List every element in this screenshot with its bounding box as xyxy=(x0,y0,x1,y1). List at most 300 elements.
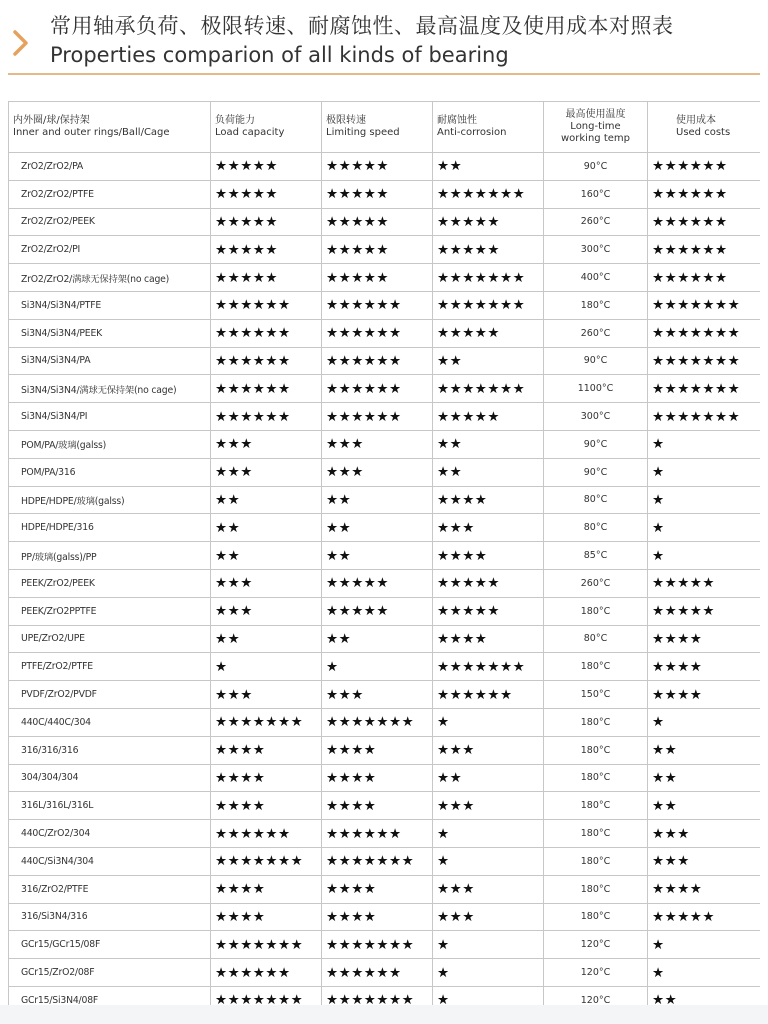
load-rating-cell xyxy=(211,847,322,875)
header-working-temp: 最高使用温度 Long-time working temp xyxy=(544,102,648,153)
star-rating: ★★ xyxy=(437,436,463,453)
speed-rating-cell xyxy=(322,430,433,458)
corrosion-rating-cell xyxy=(433,569,544,597)
load-rating-cell xyxy=(211,264,322,292)
corrosion-rating-cell xyxy=(433,959,544,987)
cost-rating-cell xyxy=(648,931,761,959)
load-rating-cell xyxy=(211,792,322,820)
corrosion-rating-cell xyxy=(433,820,544,848)
table-row xyxy=(9,180,761,208)
material-cell: PP/玻璃(galss)/PP xyxy=(9,542,211,570)
cost-rating-cell xyxy=(648,875,761,903)
star-rating: ★★★★★★ xyxy=(215,380,291,397)
speed-rating-cell xyxy=(322,236,433,264)
load-rating-cell xyxy=(211,514,322,542)
corrosion-rating-cell xyxy=(433,653,544,681)
star-rating: ★★★★★★★ xyxy=(326,936,415,953)
speed-rating-cell xyxy=(322,764,433,792)
material-cell: PEEK/ZrO2/PEEK xyxy=(9,569,211,597)
temp-cell: 300°C xyxy=(544,403,648,431)
star-rating: ★★★★★ xyxy=(215,213,279,230)
bottom-strip xyxy=(0,1005,768,1024)
star-rating: ★★ xyxy=(652,769,678,786)
star-rating: ★★★★★★ xyxy=(326,825,402,842)
star-rating: ★ xyxy=(437,992,450,1005)
star-rating: ★★★★ xyxy=(215,881,266,898)
load-rating-cell xyxy=(211,959,322,987)
star-rating: ★★★★★★ xyxy=(652,158,728,175)
star-rating: ★ xyxy=(652,964,665,981)
material-cell: 440C/440C/304 xyxy=(9,708,211,736)
table-row xyxy=(9,319,761,347)
star-rating: ★★★★ xyxy=(437,491,488,508)
corrosion-rating-cell xyxy=(433,792,544,820)
material-cell: 316/Si3N4/316 xyxy=(9,903,211,931)
speed-rating-cell xyxy=(322,681,433,709)
star-rating: ★★★★★★★ xyxy=(437,297,526,314)
table-row xyxy=(9,708,761,736)
load-rating-cell xyxy=(211,820,322,848)
material-cell: PVDF/ZrO2/PVDF xyxy=(9,681,211,709)
table-header-row xyxy=(9,102,761,153)
load-rating-cell xyxy=(211,653,322,681)
star-rating: ★★★ xyxy=(652,825,690,842)
temp-cell: 180°C xyxy=(544,903,648,931)
load-rating-cell xyxy=(211,458,322,486)
star-rating: ★ xyxy=(437,964,450,981)
table-row xyxy=(9,625,761,653)
load-rating-cell xyxy=(211,597,322,625)
material-cell: Si3N4/Si3N4/PI xyxy=(9,403,211,431)
cost-rating-cell xyxy=(648,681,761,709)
star-rating: ★★ xyxy=(215,630,241,647)
star-rating: ★★★★★★★ xyxy=(215,853,304,870)
material-cell: 316/316/316 xyxy=(9,736,211,764)
corrosion-rating-cell xyxy=(433,625,544,653)
temp-cell: 180°C xyxy=(544,792,648,820)
star-rating: ★★★★★★★ xyxy=(652,325,741,342)
cost-rating-cell xyxy=(648,597,761,625)
star-rating: ★★ xyxy=(437,352,463,369)
star-rating: ★★ xyxy=(215,519,241,536)
cost-rating-cell xyxy=(648,319,761,347)
speed-rating-cell xyxy=(322,569,433,597)
header-limiting-speed: 极限转速 Limiting speed xyxy=(322,102,433,153)
star-rating: ★★★★★★★ xyxy=(652,380,741,397)
material-cell: UPE/ZrO2/UPE xyxy=(9,625,211,653)
corrosion-rating-cell xyxy=(433,291,544,319)
star-rating: ★★★★★★★ xyxy=(326,714,415,731)
star-rating: ★★★★ xyxy=(652,658,703,675)
material-cell: 440C/Si3N4/304 xyxy=(9,847,211,875)
star-rating: ★★★★★★ xyxy=(326,408,402,425)
speed-rating-cell xyxy=(322,736,433,764)
material-cell: PTFE/ZrO2/PTFE xyxy=(9,653,211,681)
corrosion-rating-cell xyxy=(433,597,544,625)
speed-rating-cell xyxy=(322,875,433,903)
temp-cell: 120°C xyxy=(544,986,648,1005)
temp-cell: 90°C xyxy=(544,153,648,181)
star-rating: ★★★★★ xyxy=(326,269,390,286)
table-row xyxy=(9,264,761,292)
star-rating: ★★★★ xyxy=(215,742,266,759)
star-rating: ★ xyxy=(215,658,228,675)
star-rating: ★★★ xyxy=(326,686,364,703)
corrosion-rating-cell xyxy=(433,458,544,486)
star-rating: ★ xyxy=(652,491,665,508)
material-cell: GCr15/ZrO2/08F xyxy=(9,959,211,987)
star-rating: ★★★★★★ xyxy=(652,241,728,258)
load-rating-cell xyxy=(211,236,322,264)
star-rating: ★★★★★ xyxy=(437,575,501,592)
table-row xyxy=(9,820,761,848)
table-row xyxy=(9,208,761,236)
star-rating: ★★★★ xyxy=(326,908,377,925)
star-rating: ★★★★★ xyxy=(437,325,501,342)
star-rating: ★★★★ xyxy=(652,686,703,703)
star-rating: ★★★★ xyxy=(326,881,377,898)
load-rating-cell xyxy=(211,708,322,736)
star-rating: ★★★ xyxy=(437,908,475,925)
star-rating: ★★★★ xyxy=(652,881,703,898)
material-cell: ZrO2/ZrO2/PA xyxy=(9,153,211,181)
cost-rating-cell xyxy=(648,403,761,431)
temp-cell: 180°C xyxy=(544,597,648,625)
star-rating: ★★★★★★ xyxy=(215,408,291,425)
table-row xyxy=(9,986,761,1005)
corrosion-rating-cell xyxy=(433,986,544,1005)
star-rating: ★★★★★★★ xyxy=(215,992,304,1005)
table-row xyxy=(9,236,761,264)
star-rating: ★★★★★★★ xyxy=(437,269,526,286)
corrosion-rating-cell xyxy=(433,375,544,403)
cost-rating-cell xyxy=(648,764,761,792)
temp-cell: 150°C xyxy=(544,681,648,709)
cost-rating-cell xyxy=(648,514,761,542)
table-row xyxy=(9,153,761,181)
speed-rating-cell xyxy=(322,403,433,431)
speed-rating-cell xyxy=(322,708,433,736)
chevron-right-icon xyxy=(10,29,32,57)
load-rating-cell xyxy=(211,153,322,181)
star-rating: ★★★★★★★ xyxy=(652,297,741,314)
material-cell: ZrO2/ZrO2/PEEK xyxy=(9,208,211,236)
table-row xyxy=(9,486,761,514)
speed-rating-cell xyxy=(322,486,433,514)
star-rating: ★★★★ xyxy=(215,769,266,786)
star-rating: ★★★★ xyxy=(215,797,266,814)
cost-rating-cell xyxy=(648,986,761,1005)
star-rating: ★★★★★★★ xyxy=(437,658,526,675)
temp-cell: 80°C xyxy=(544,486,648,514)
cost-rating-cell xyxy=(648,847,761,875)
star-rating: ★ xyxy=(437,825,450,842)
star-rating: ★★★ xyxy=(326,436,364,453)
star-rating: ★★★★★ xyxy=(326,158,390,175)
temp-cell: 180°C xyxy=(544,764,648,792)
corrosion-rating-cell xyxy=(433,180,544,208)
star-rating: ★★★★★★ xyxy=(326,352,402,369)
star-rating: ★★★★ xyxy=(326,769,377,786)
comparison-table-container xyxy=(8,101,760,1005)
load-rating-cell xyxy=(211,931,322,959)
load-rating-cell xyxy=(211,542,322,570)
load-rating-cell xyxy=(211,319,322,347)
star-rating: ★★★★★★ xyxy=(326,325,402,342)
star-rating: ★★★★★★ xyxy=(215,964,291,981)
star-rating: ★★★★★★ xyxy=(652,213,728,230)
star-rating: ★★ xyxy=(437,464,463,481)
material-cell: 316L/316L/316L xyxy=(9,792,211,820)
speed-rating-cell xyxy=(322,959,433,987)
load-rating-cell xyxy=(211,375,322,403)
star-rating: ★★★★★ xyxy=(437,408,501,425)
star-rating: ★ xyxy=(437,853,450,870)
corrosion-rating-cell xyxy=(433,931,544,959)
star-rating: ★ xyxy=(652,436,665,453)
temp-cell: 90°C xyxy=(544,347,648,375)
load-rating-cell xyxy=(211,736,322,764)
cost-rating-cell xyxy=(648,153,761,181)
table-row xyxy=(9,430,761,458)
speed-rating-cell xyxy=(322,264,433,292)
table-row xyxy=(9,847,761,875)
cost-rating-cell xyxy=(648,625,761,653)
corrosion-rating-cell xyxy=(433,847,544,875)
star-rating: ★★ xyxy=(326,491,352,508)
star-rating: ★★★★★★ xyxy=(215,352,291,369)
load-rating-cell xyxy=(211,986,322,1005)
speed-rating-cell xyxy=(322,931,433,959)
corrosion-rating-cell xyxy=(433,486,544,514)
material-cell: HDPE/HDPE/316 xyxy=(9,514,211,542)
speed-rating-cell xyxy=(322,375,433,403)
temp-cell: 180°C xyxy=(544,736,648,764)
load-rating-cell xyxy=(211,486,322,514)
star-rating: ★★★★★ xyxy=(326,241,390,258)
star-rating: ★★★★★★ xyxy=(326,297,402,314)
speed-rating-cell xyxy=(322,820,433,848)
speed-rating-cell xyxy=(322,208,433,236)
star-rating: ★★★ xyxy=(215,686,253,703)
star-rating: ★★★★★ xyxy=(215,186,279,203)
star-rating: ★★★★★ xyxy=(326,575,390,592)
corrosion-rating-cell xyxy=(433,319,544,347)
cost-rating-cell xyxy=(648,264,761,292)
star-rating: ★★★ xyxy=(437,742,475,759)
cost-rating-cell xyxy=(648,486,761,514)
corrosion-rating-cell xyxy=(433,736,544,764)
star-rating: ★★★★ xyxy=(437,547,488,564)
star-rating: ★★★★★ xyxy=(437,603,501,620)
temp-cell: 80°C xyxy=(544,625,648,653)
comparison-table xyxy=(8,101,760,1005)
load-rating-cell xyxy=(211,347,322,375)
title-english: Properties comparion of all kinds of bearing xyxy=(50,43,509,67)
header-used-costs: 使用成本 Used costs xyxy=(648,102,761,153)
cost-rating-cell xyxy=(648,430,761,458)
material-cell: 440C/ZrO2/304 xyxy=(9,820,211,848)
star-rating: ★★★★★★★ xyxy=(326,853,415,870)
star-rating: ★ xyxy=(437,936,450,953)
star-rating: ★ xyxy=(326,658,339,675)
corrosion-rating-cell xyxy=(433,514,544,542)
star-rating: ★★★★★ xyxy=(215,158,279,175)
star-rating: ★★★★★★ xyxy=(652,269,728,286)
speed-rating-cell xyxy=(322,625,433,653)
temp-cell: 180°C xyxy=(544,708,648,736)
table-row xyxy=(9,375,761,403)
corrosion-rating-cell xyxy=(433,764,544,792)
load-rating-cell xyxy=(211,625,322,653)
star-rating: ★★★★★ xyxy=(326,213,390,230)
temp-cell: 120°C xyxy=(544,931,648,959)
star-rating: ★★★★★★★ xyxy=(652,408,741,425)
temp-cell: 260°C xyxy=(544,569,648,597)
table-row xyxy=(9,764,761,792)
load-rating-cell xyxy=(211,403,322,431)
header xyxy=(0,0,768,80)
cost-rating-cell xyxy=(648,347,761,375)
star-rating: ★ xyxy=(437,714,450,731)
star-rating: ★★★★★ xyxy=(326,603,390,620)
material-cell: HDPE/HDPE/玻璃(galss) xyxy=(9,486,211,514)
cost-rating-cell xyxy=(648,820,761,848)
star-rating: ★★★★★★★ xyxy=(215,936,304,953)
star-rating: ★★★ xyxy=(215,436,253,453)
load-rating-cell xyxy=(211,569,322,597)
star-rating: ★★★★★★ xyxy=(326,964,402,981)
star-rating: ★★★★ xyxy=(215,908,266,925)
material-cell: Si3N4/Si3N4/PEEK xyxy=(9,319,211,347)
temp-cell: 120°C xyxy=(544,959,648,987)
speed-rating-cell xyxy=(322,792,433,820)
speed-rating-cell xyxy=(322,903,433,931)
material-cell: ZrO2/ZrO2/PI xyxy=(9,236,211,264)
table-row xyxy=(9,653,761,681)
corrosion-rating-cell xyxy=(433,403,544,431)
material-cell: Si3N4/Si3N4/满球无保持架(no cage) xyxy=(9,375,211,403)
temp-cell: 180°C xyxy=(544,653,648,681)
corrosion-rating-cell xyxy=(433,875,544,903)
star-rating: ★★ xyxy=(326,630,352,647)
table-row xyxy=(9,347,761,375)
load-rating-cell xyxy=(211,903,322,931)
star-rating: ★★ xyxy=(326,547,352,564)
temp-cell: 260°C xyxy=(544,319,648,347)
star-rating: ★ xyxy=(652,547,665,564)
material-cell: Si3N4/Si3N4/PTFE xyxy=(9,291,211,319)
material-cell: GCr15/Si3N4/08F xyxy=(9,986,211,1005)
header-anti-corrosion: 耐腐蚀性 Anti-corrosion xyxy=(433,102,544,153)
star-rating: ★★★ xyxy=(215,575,253,592)
load-rating-cell xyxy=(211,764,322,792)
star-rating: ★★★ xyxy=(215,464,253,481)
star-rating: ★★★★★★★ xyxy=(326,992,415,1005)
star-rating: ★★★★★★ xyxy=(215,297,291,314)
temp-cell: 180°C xyxy=(544,291,648,319)
star-rating: ★★★★★ xyxy=(215,269,279,286)
cost-rating-cell xyxy=(648,653,761,681)
star-rating: ★★★★★★★ xyxy=(215,714,304,731)
star-rating: ★★★★ xyxy=(326,797,377,814)
table-row xyxy=(9,903,761,931)
star-rating: ★★★★★★ xyxy=(437,686,513,703)
star-rating: ★★★ xyxy=(326,464,364,481)
star-rating: ★ xyxy=(652,936,665,953)
star-rating: ★★★ xyxy=(652,853,690,870)
star-rating: ★★★ xyxy=(437,797,475,814)
star-rating: ★★★★ xyxy=(437,630,488,647)
star-rating: ★★★★★★★ xyxy=(437,186,526,203)
cost-rating-cell xyxy=(648,375,761,403)
table-row xyxy=(9,736,761,764)
speed-rating-cell xyxy=(322,347,433,375)
star-rating: ★★★★★★ xyxy=(215,325,291,342)
corrosion-rating-cell xyxy=(433,264,544,292)
cost-rating-cell xyxy=(648,180,761,208)
star-rating: ★★ xyxy=(652,992,678,1005)
table-row xyxy=(9,792,761,820)
temp-cell: 180°C xyxy=(544,820,648,848)
speed-rating-cell xyxy=(322,458,433,486)
star-rating: ★★ xyxy=(326,519,352,536)
table-body xyxy=(9,153,761,1006)
corrosion-rating-cell xyxy=(433,708,544,736)
speed-rating-cell xyxy=(322,153,433,181)
corrosion-rating-cell xyxy=(433,903,544,931)
star-rating: ★★★★★★ xyxy=(652,186,728,203)
speed-rating-cell xyxy=(322,319,433,347)
cost-rating-cell xyxy=(648,736,761,764)
corrosion-rating-cell xyxy=(433,347,544,375)
speed-rating-cell xyxy=(322,291,433,319)
star-rating: ★★★★★★★ xyxy=(437,380,526,397)
temp-cell: 90°C xyxy=(544,430,648,458)
cost-rating-cell xyxy=(648,236,761,264)
material-cell: 316/ZrO2/PTFE xyxy=(9,875,211,903)
cost-rating-cell xyxy=(648,208,761,236)
load-rating-cell xyxy=(211,291,322,319)
material-cell: PEEK/ZrO2PPTFE xyxy=(9,597,211,625)
corrosion-rating-cell xyxy=(433,208,544,236)
corrosion-rating-cell xyxy=(433,236,544,264)
material-cell: GCr15/GCr15/08F xyxy=(9,931,211,959)
star-rating: ★★★★★★ xyxy=(215,825,291,842)
cost-rating-cell xyxy=(648,291,761,319)
star-rating: ★★ xyxy=(437,769,463,786)
speed-rating-cell xyxy=(322,847,433,875)
star-rating: ★★★ xyxy=(215,603,253,620)
star-rating: ★★★★ xyxy=(326,742,377,759)
table-row xyxy=(9,681,761,709)
material-cell: 304/304/304 xyxy=(9,764,211,792)
star-rating: ★★★★★ xyxy=(652,908,716,925)
material-cell: ZrO2/ZrO2/满球无保持架(no cage) xyxy=(9,264,211,292)
star-rating: ★★★ xyxy=(437,519,475,536)
load-rating-cell xyxy=(211,208,322,236)
header-material: 内外圈/球/保持架 Inner and outer rings/Ball/Cage xyxy=(9,102,211,153)
cost-rating-cell xyxy=(648,903,761,931)
table-row xyxy=(9,403,761,431)
load-rating-cell xyxy=(211,681,322,709)
temp-cell: 400°C xyxy=(544,264,648,292)
title-chinese: 常用轴承负荷、极限转速、耐腐蚀性、最高温度及使用成本对照表 xyxy=(50,14,674,38)
star-rating: ★ xyxy=(652,714,665,731)
table-row xyxy=(9,959,761,987)
cost-rating-cell xyxy=(648,542,761,570)
cost-rating-cell xyxy=(648,569,761,597)
